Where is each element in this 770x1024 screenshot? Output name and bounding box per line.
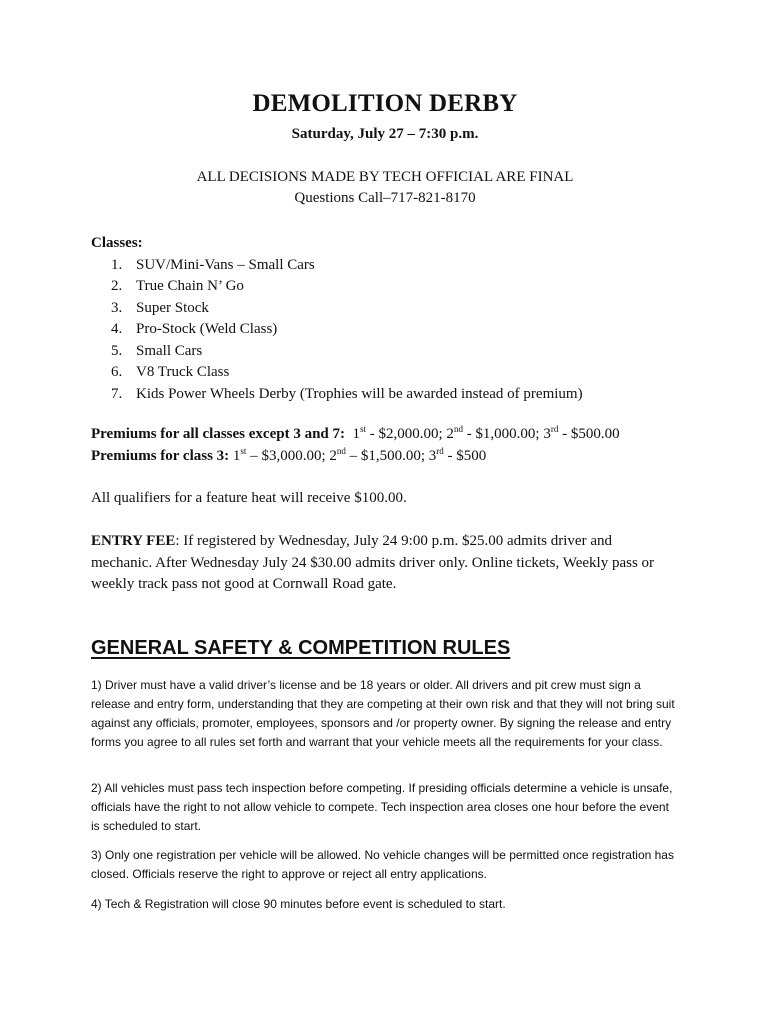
ordinal-suffix: st	[240, 445, 247, 456]
list-item-text: SUV/Mini-Vans – Small Cars	[136, 256, 315, 273]
ordinal-suffix: rd	[436, 445, 444, 456]
list-item	[91, 319, 681, 341]
list-item	[91, 276, 681, 298]
entry-fee-label: ENTRY FEE	[91, 533, 176, 549]
ordinal-suffix: nd	[336, 445, 346, 456]
list-item-text: Pro-Stock (Weld Class)	[136, 321, 278, 337]
premiums-class3-label: Premiums for class 3:	[91, 447, 230, 464]
classes-label: Classes:	[91, 235, 143, 251]
ordinal-suffix: nd	[453, 424, 463, 434]
decisions-notice: ALL DECISIONS MADE BY TECH OFFICIAL ARE FINAL	[196, 169, 574, 185]
list-item-text: True Chain N’ Go	[136, 278, 244, 294]
list-item	[91, 255, 681, 277]
premium-amount: - $1,000.00; 3	[462, 426, 551, 442]
premiums-all-label: Premiums for all classes except 3 and 7:	[91, 426, 345, 442]
premium-first-place: 1	[352, 426, 360, 442]
list-item	[91, 362, 681, 384]
classes-section	[91, 233, 681, 405]
ordinal-suffix: st	[360, 424, 367, 434]
premiums-section	[91, 424, 681, 467]
premium-amount: – $3,000.00; 2	[246, 447, 337, 464]
list-item-text: V8 Truck Class	[136, 364, 230, 380]
list-item-number: 2.	[111, 278, 123, 294]
list-item-number: 7.	[111, 385, 123, 402]
entry-fee-paragraph	[91, 531, 676, 596]
premium-amount: - $2,000.00; 2	[366, 426, 454, 442]
list-item-text: Kids Power Wheels Derby (Trophies will be awarded instead of premium)	[136, 385, 583, 402]
list-item	[91, 341, 681, 363]
list-item-number: 1.	[111, 256, 123, 273]
list-item-number: 4.	[111, 321, 123, 337]
premium-amount: - $500	[443, 447, 487, 464]
qualifiers-note: All qualifiers for a feature heat will receive $100.00.	[91, 490, 407, 506]
list-item-number: 5.	[111, 342, 123, 359]
premium-first-place: 1	[232, 447, 241, 464]
list-item-text: Super Stock	[136, 299, 209, 316]
entry-fee-text: : If registered by Wednesday, July 24 9:00 p.m. $25.00 admits driver and mechanic. After Wednesday July 24 $30.00 admits driver only. Online tickets, Weekly pass or weekly track pass not good at Cornwall Road gate.	[91, 533, 655, 592]
ordinal-suffix: rd	[550, 424, 559, 434]
list-item-text: Small Cars	[136, 342, 203, 359]
page-title: DEMOLITION DERBY	[252, 90, 518, 117]
premium-amount: - $500.00	[558, 426, 620, 442]
rule-paragraph: 2) All vehicles must pass tech inspection before competing. If presiding officials determine a vehicle is unsafe, officials have the right to not allow vehicle to compete. Tech inspection area closes one hour before the event is scheduled to start.	[91, 781, 673, 833]
rule-paragraph: 1) Driver must have a valid driver’s license and be 18 years or older. All drivers and pit crew must sign a release and entry form, understanding that they are competing at their own risk and that they will not bring suit against any officials, promoter, employees, sponsors and /or property owner. By signing the release and entry forms you agree to all rules set forth and warrant that your vehicle meets all the requirements for your class.	[91, 678, 675, 749]
list-item	[91, 298, 681, 320]
premiums-class-3	[91, 446, 681, 468]
rules-heading: GENERAL SAFETY & COMPETITION RULES	[91, 637, 511, 659]
classes-list	[91, 255, 681, 406]
premiums-all-classes	[91, 424, 681, 446]
rule-paragraph: 3) Only one registration per vehicle will be allowed. No vehicle changes will be permitted once registration has closed. Officials reserve the right to approve or reject all entry applications.	[91, 848, 674, 881]
rule-paragraph: 4) Tech & Registration will close 90 minutes before event is scheduled to start.	[91, 897, 506, 911]
list-item	[91, 384, 681, 406]
list-item-number: 3.	[111, 299, 123, 316]
premium-amount: – $1,500.00; 3	[345, 447, 437, 464]
list-item-number: 6.	[111, 364, 123, 380]
questions-phone: Questions Call–717-821-8170	[294, 190, 476, 206]
event-date-time: Saturday, July 27 – 7:30 p.m.	[291, 126, 479, 142]
